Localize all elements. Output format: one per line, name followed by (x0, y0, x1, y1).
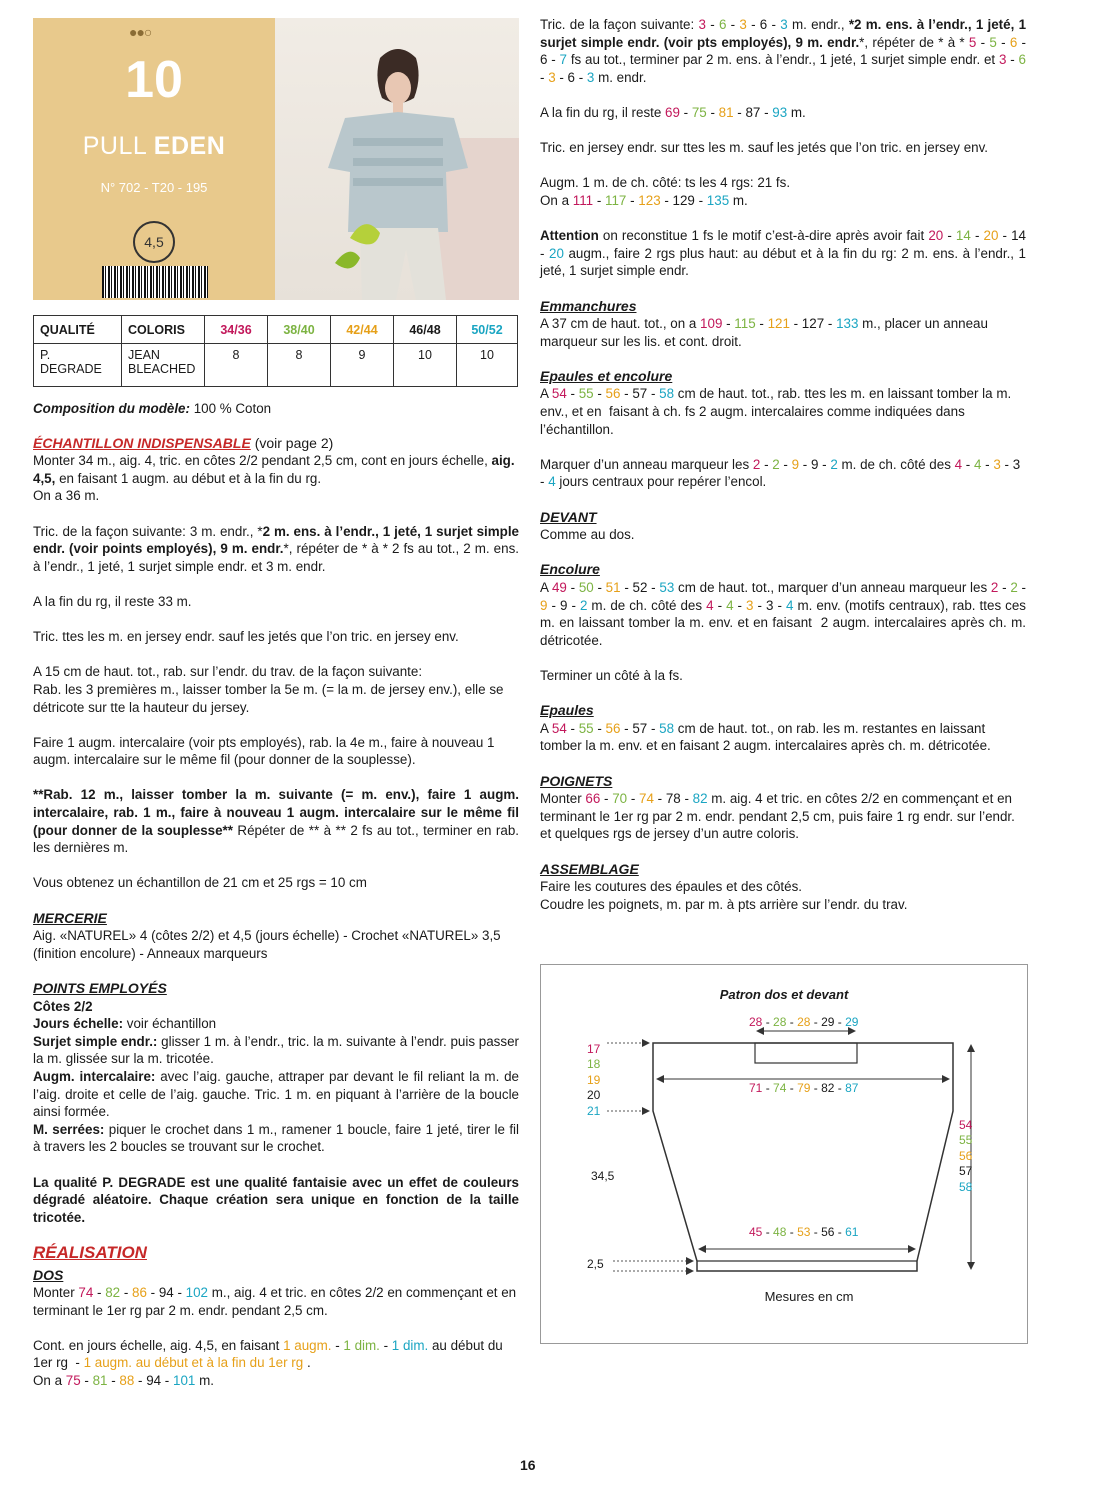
model-number: 10 (125, 51, 183, 109)
bottom-width-label: 45 - 48 - 53 - 56 - 61 (749, 1225, 859, 1239)
table-cell: 10 (457, 344, 518, 387)
unit-label: Mesures en cm (764, 1289, 854, 1304)
section-title: Encolure (540, 561, 600, 578)
right-column: Tric. de la façon suivante: 3 - 6 - 3 - 6 - 3 m. endr., *2 m. ens. à l’endr., 1 jeté, 1 surjet simple endr. (voir pts employés), 9 m. endr.*, répéter de * à * 5 - 5 - 6 - 6 - 7 fs au tot., terminer par 2 m. ens. à l’endr., 1 jeté, 1 surjet simple endr. et 3 - 6 - 3 - 6 - 3 m. endr. A la fin du rg, il reste 69 - 75 - 81 - 87 - 93 m. Tric. en jersey endr. sur ttes les m. sauf les jetés que l’on tric. en jersey env. Augm. 1 m. de ch. côté: ts les 4 rgs: 21 fs. On a 111 - 117 - 123 - 129 - 135 m. Attention on reconstitue 1 fs le motif c’est-à-dire après avoir fait 20 - 14 - 20 - 14 - 20 augm., faire 2 rgs plus haut: au début et à la fin du rg: 2 m. ens. à l’endr., 1 jeté, 1 surjet simple endr. Emmanchures A 37 cm de haut. tot., on a 109 - 115 - 121 - 127 - 133 m., placer un anneau marqueur sur les lis. et cont. droit. Epaules et encolure A 54 - 55 - 56 - 57 - 58 cm de haut. tot., rab. ttes les m. en laissant tomber la m. env., et en faisant à ch. fs 2 augm. intercalaires comme indiquées dans l’échantillon. Marquer d’un anneau marqueur les 2 - 2 - 9 - 9 - 2 m. de ch. côté des 4 - 4 - 3 - 3 - 4 jours centraux pour repérer l’encol. DEVANT Comme au dos. Encolure A 49 - 50 - 51 - 52 - 53 cm de haut. tot., marquer d’un anneau marqueur les 2 - 2 - 9 - 9 - 2 m. de ch. côté des 4 - 4 - 3 - 3 - 4 m. env. (motifs centraux), rab. ttes ces m. en laissant tomber la m. env. et en faisant 2 augm. intercalaires après ch. m. détricotée. Terminer un côté à la fs. Epaules A 54 - 55 - 56 - 57 - 58 cm de haut. tot., on rab. les m. restantes en laissant tomber la m. env. et en faisant 2 augm. intercalaires après ch. m. détricotée. POIGNETS Monter 66 - 70 - 74 - 78 - 82 m. aig. 4 et tric. en côtes 2/2 en commençant et en terminant le 1er rg par 2 m. endr. pendant 2,5 cm, puis faire 1 rg endr. sur l’endr. et quelques rgs de jersey d’un autre coloris. ASSEMBLAGE Faire les coutures des épaules et des côtés. Coudre les poignets, m. par m. à pts arrière sur l’endr. du trav. (540, 17, 1027, 912)
full-width-label: 71 - 74 - 79 - 82 - 87 (749, 1081, 859, 1095)
realisation-section: RÉALISATION DOS Monter 74 - 82 - 86 - 94 - 102 m., aig. 4 et tric. en côtes 2/2 en commençant et en terminant le 1er rg par 2 m. endr. pendant 2,5 cm. Cont. en jours échelle, aig. 4,5, en faisant 1 augm. - 1 dim. - 1 dim. au début du 1er rg - 1 augm. au début et à la fin du 1er rg . On a 75 - 81 - 88 - 94 - 101 m. (33, 1244, 519, 1390)
table-cell: 9 (331, 344, 394, 387)
table-cell: JEAN BLEACHED (122, 344, 205, 387)
needle-size-icon: 4,5 (133, 221, 175, 263)
right-height-labels: 54 55 56 57 58 (959, 1118, 973, 1194)
table-cell: 10 (394, 344, 457, 387)
top-width-label: 28 - 28 - 28 - 29 - 29 (749, 1015, 859, 1029)
echantillon-section: ÉCHANTILLON INDISPENSABLE (voir page 2) Monter 34 m., aig. 4, tric. en côtes 2/2 pendant 2,5 cm, cont en jours échelle, aig. 4,5, en faisant 1 augm. au début et à la fin du rg. On a 36 m. Tric. de la façon suivante: 3 m. endr., *2 m. ens. à l’endr., 1 jeté, 1 surjet simple endr. (voir points employés), 9 m. endr.*, répéter de * à * 2 fs au tot., 2 m. ens. à l’endr., 1 jeté, 1 surjet simple endr. et 3 m. endr. A la fin du rg, il reste 33 m. Tric. ttes les m. en jersey endr. sauf les jetés que l’on tric. en jersey env. A 15 cm de haut. tot., rab. sur l’endr. du trav. de la façon suivante: Rab. les 3 premières m., laisser tomber la 5e m. (= la m. de jersey env.), elle se détricote sur tte la hauteur du jersey. Faire 1 augm. intercalaire (voir pts employés), rab. la 4e m., faire à nouveau 1 augm. intercalaire sur le même fil (pour donner de la souplesse). **Rab. 12 m., laisser tomber la m. suivante (= m. env.), faire 1 augm. intercalaire, rab. 1 m., faire à nouveau 1 augm. intercalaire sur le même fil (pour donner de la souplesse** Répéter de ** à ** 2 fs au tot., terminer en rab. les dernières m. Vous obtenez un échantillon de 21 cm et 25 rgs = 10 cm (33, 434, 519, 891)
model-title: PULL EDEN (82, 132, 226, 160)
points-section: POINTS EMPLOYÉS Côtes 2/2 Jours échelle: voir échantillon Surjet simple endr.: glisser 1 m. à l’endr., tric. la m. suivante à l’endr. puis passer la m. glissée sur la m. tricotée. Augm. intercalaire: avec l’aig. gauche, attraper par devant le fil reliant la m. de l’aig. droite et celle de l’aig. gauche. Tric. 1 m. en piquant à l’arrière de la boucle ainsi formée. M. serrées: piquer le crochet dans 1 m., ramener 1 boucle, faire 1 jeté, tirer le fil à travers les 2 boucles se trouvant sur le crochet. La qualité P. DEGRADE est une qualité fantaisie avec un effet de couleurs dégradé aléatoire. Chaque création sera unique en fonction de la taille tricotée. (33, 980, 520, 1225)
yarn-difficulty-icon: ●●○ (129, 24, 152, 40)
section-title: ASSEMBLAGE (540, 860, 639, 877)
section-title: RÉALISATION (33, 1242, 147, 1262)
section-title: ÉCHANTILLON INDISPENSABLE (33, 434, 251, 451)
section-title: DEVANT (540, 508, 597, 525)
table-cell: P. DEGRADE (34, 344, 122, 387)
section-title: MERCERIE (33, 909, 107, 926)
schematic-title: Patron dos et devant (719, 987, 849, 1002)
left-column (33, 400, 519, 1407)
section-title: Emmanchures (540, 297, 637, 314)
barcode-icon (102, 266, 208, 298)
rib-height-label: 2,5 (587, 1257, 604, 1271)
header-panel (33, 18, 275, 300)
table-header: 38/40 (268, 316, 331, 344)
section-title: POINTS EMPLOYÉS (33, 980, 167, 996)
table-header: QUALITÉ (34, 316, 122, 344)
section-title: Epaules (540, 702, 594, 719)
model-reference: N° 702 - T20 - 195 (100, 180, 208, 195)
table-header: COLORIS (122, 316, 205, 344)
table-cell: 8 (268, 344, 331, 387)
table-header: 46/48 (394, 316, 457, 344)
composition: Composition du modèle: 100 % Coton (33, 401, 272, 416)
page-number: 16 (520, 1457, 536, 1473)
yarn-quantity-table (33, 315, 518, 387)
pattern-header (33, 18, 519, 300)
section-title: POIGNETS (540, 772, 613, 789)
pattern-schematic (540, 964, 1028, 1344)
table-header: 42/44 (331, 316, 394, 344)
mercerie-section: MERCERIE Aig. «NATUREL» 4 (côtes 2/2) et 4,5 (jours échelle) - Crochet «NATUREL» 3,5 (finition encolure) - Anneaux marqueurs (33, 910, 519, 963)
left-height-labels: 17 18 19 20 21 (587, 1042, 601, 1118)
table-cell: 8 (205, 344, 268, 387)
model-photo (275, 18, 519, 300)
table-header: 50/52 (457, 316, 518, 344)
table-header: 34/36 (205, 316, 268, 344)
section-title: DOS (33, 1266, 64, 1283)
side-length-label: 34,5 (591, 1169, 615, 1183)
section-title: Epaules et encolure (540, 367, 673, 384)
